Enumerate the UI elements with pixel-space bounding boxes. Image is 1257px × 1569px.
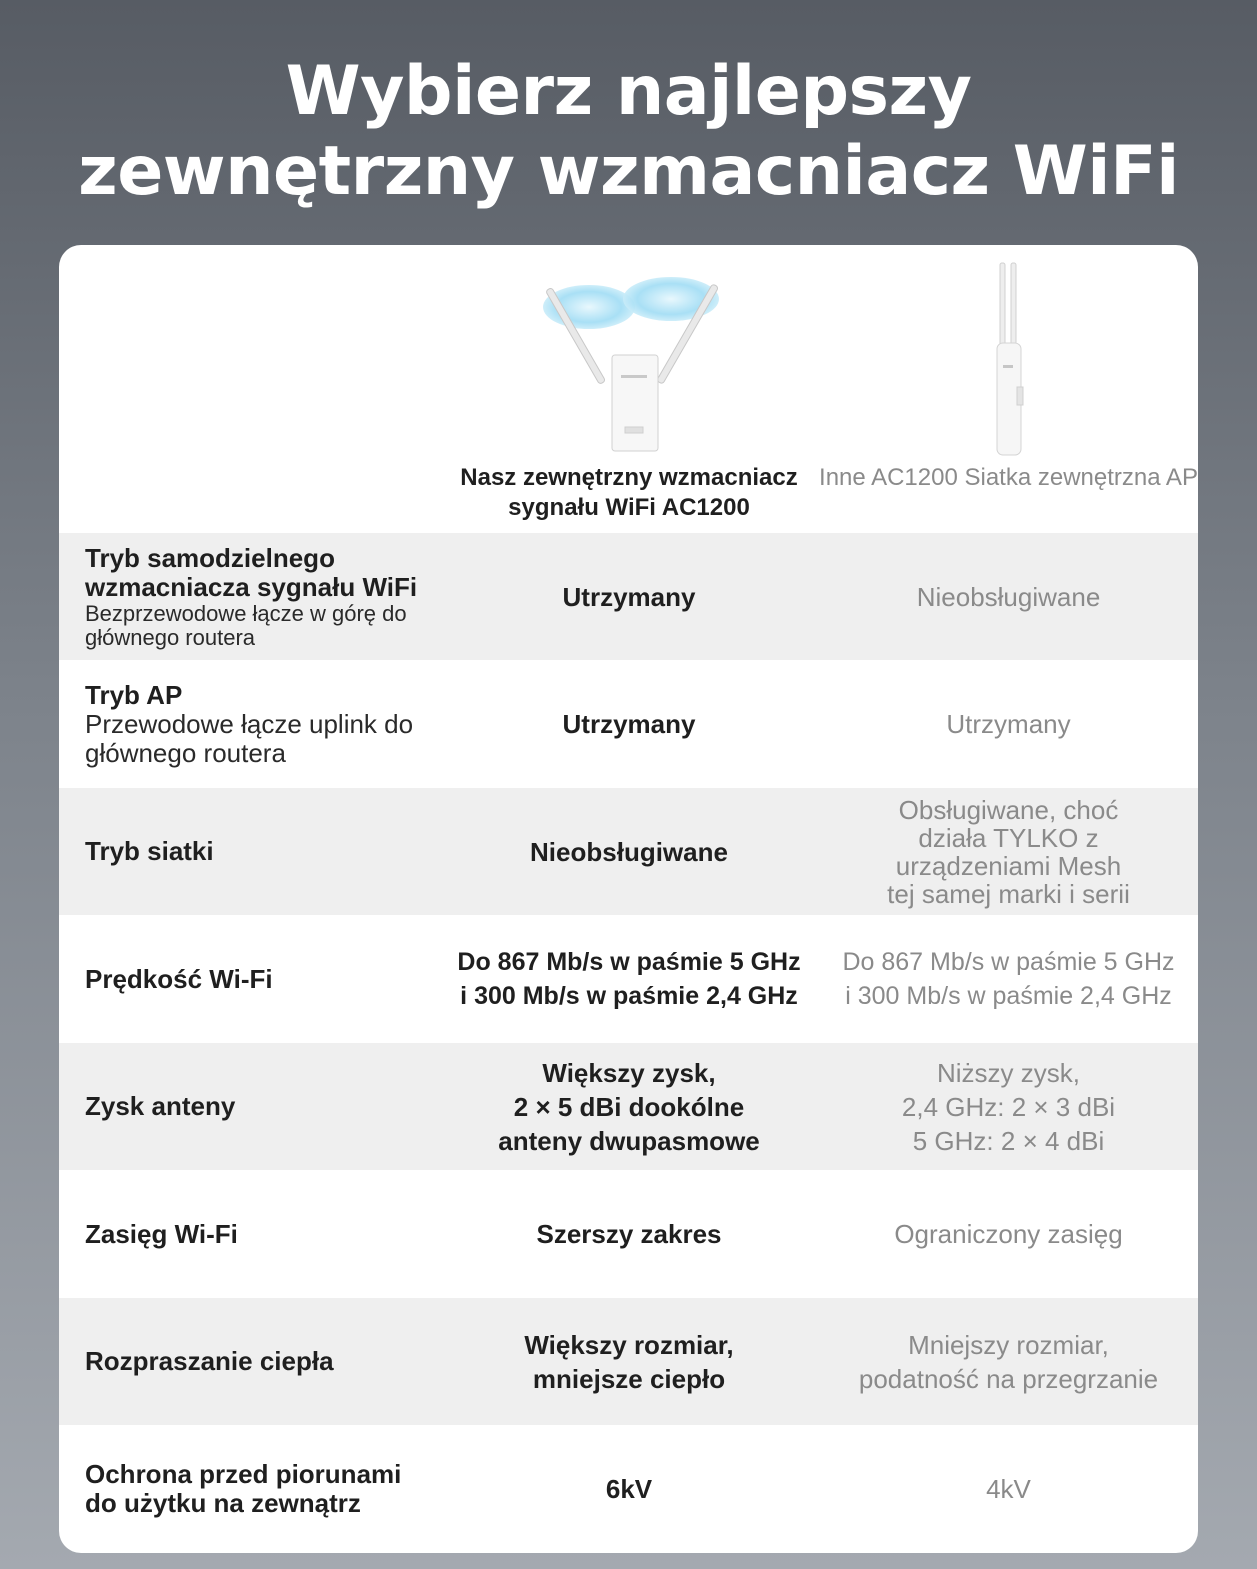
table-row bbox=[59, 1043, 1198, 1170]
outdoor-ap-mesh-image bbox=[819, 257, 1198, 457]
table-row bbox=[59, 533, 1198, 660]
row-sublabel: Przewodowe łącze uplink do głównego routera bbox=[85, 708, 414, 768]
row-label: Prędkość Wi-Fi bbox=[85, 963, 273, 994]
table-row bbox=[59, 788, 1198, 915]
other-value: Nieobsługiwane bbox=[916, 581, 1101, 612]
row-label: Tryb siatki bbox=[85, 836, 214, 866]
ours-value: Utrzymany bbox=[562, 709, 696, 739]
row-label-cell bbox=[85, 1298, 435, 1425]
other-value: Do 867 Mb/s w paśmie 5 GHz i 300 Mb/s w paśmie 2,4 GHz bbox=[842, 948, 1175, 1010]
row-label-cell bbox=[85, 1043, 435, 1170]
row-label: Zysk anteny bbox=[85, 1091, 236, 1121]
comparison-header bbox=[59, 245, 1198, 533]
row-label-cell bbox=[85, 660, 435, 788]
other-value: Niższy zysk, 2,4 GHz: 2 × 3 dBi 5 GHz: 2 × 4 dBi bbox=[901, 1057, 1116, 1156]
row-sublabel: Bezprzewodowe łącze w górę do głównego routera bbox=[85, 600, 407, 650]
ours-value: Większy zysk, 2 × 5 dBi dookólne anteny dwupasmowe bbox=[498, 1057, 760, 1156]
other-value: 4kV bbox=[986, 1474, 1031, 1504]
product-column-other bbox=[819, 245, 1198, 533]
row-label-cell bbox=[85, 533, 435, 660]
ours-value: Większy rozmiar, mniejsze ciepło bbox=[524, 1329, 734, 1394]
ours-value: 6kV bbox=[605, 1474, 653, 1504]
outdoor-ap-dual-antenna-image bbox=[439, 257, 819, 457]
row-label: Ochrona przed piorunami do użytku na zewnątrz bbox=[85, 1459, 402, 1518]
table-row bbox=[59, 915, 1198, 1043]
table-row bbox=[59, 1170, 1198, 1298]
comparison-card bbox=[59, 245, 1198, 1553]
product-name-other: Inne AC1200 Siatka zewnętrzna AP bbox=[819, 464, 1198, 491]
table-row bbox=[59, 1425, 1198, 1553]
product-name-ours: Nasz zewnętrzny wzmacniacz sygnału WiFi AC1200 bbox=[460, 464, 798, 521]
ours-value: Utrzymany bbox=[562, 581, 696, 612]
page-title bbox=[0, 52, 1257, 212]
page-title-line1: Wybierz najlepszy bbox=[285, 52, 972, 131]
other-value: Obsługiwane, choć działa TYLKO z urządzeniami Mesh tej samej marki i serii bbox=[887, 794, 1130, 909]
table-row bbox=[59, 660, 1198, 788]
ours-value: Do 867 Mb/s w paśmie 5 GHz i 300 Mb/s w paśmie 2,4 GHz bbox=[457, 948, 801, 1010]
other-value: Ograniczony zasięg bbox=[894, 1219, 1123, 1249]
ours-value: Szerszy zakres bbox=[536, 1219, 722, 1249]
row-label-cell bbox=[85, 1425, 435, 1553]
row-label-cell bbox=[85, 1170, 435, 1298]
other-value: Utrzymany bbox=[946, 709, 1071, 739]
row-label: Tryb samodzielnego wzmacniacza sygnału WiFi bbox=[85, 542, 418, 602]
table-row bbox=[59, 1298, 1198, 1425]
row-label: Rozpraszanie ciepła bbox=[85, 1346, 334, 1376]
ours-value: Nieobsługiwane bbox=[530, 836, 728, 867]
row-label: Zasięg Wi-Fi bbox=[85, 1218, 238, 1249]
page-title-line2: zewnętrzny wzmacniacz WiFi bbox=[78, 132, 1179, 211]
row-label-cell bbox=[85, 788, 435, 915]
row-label-cell bbox=[85, 915, 435, 1043]
other-value: Mniejszy rozmiar, podatność na przegrzanie bbox=[858, 1329, 1159, 1394]
row-label: Tryb AP bbox=[85, 679, 183, 710]
product-column-ours bbox=[439, 245, 819, 533]
